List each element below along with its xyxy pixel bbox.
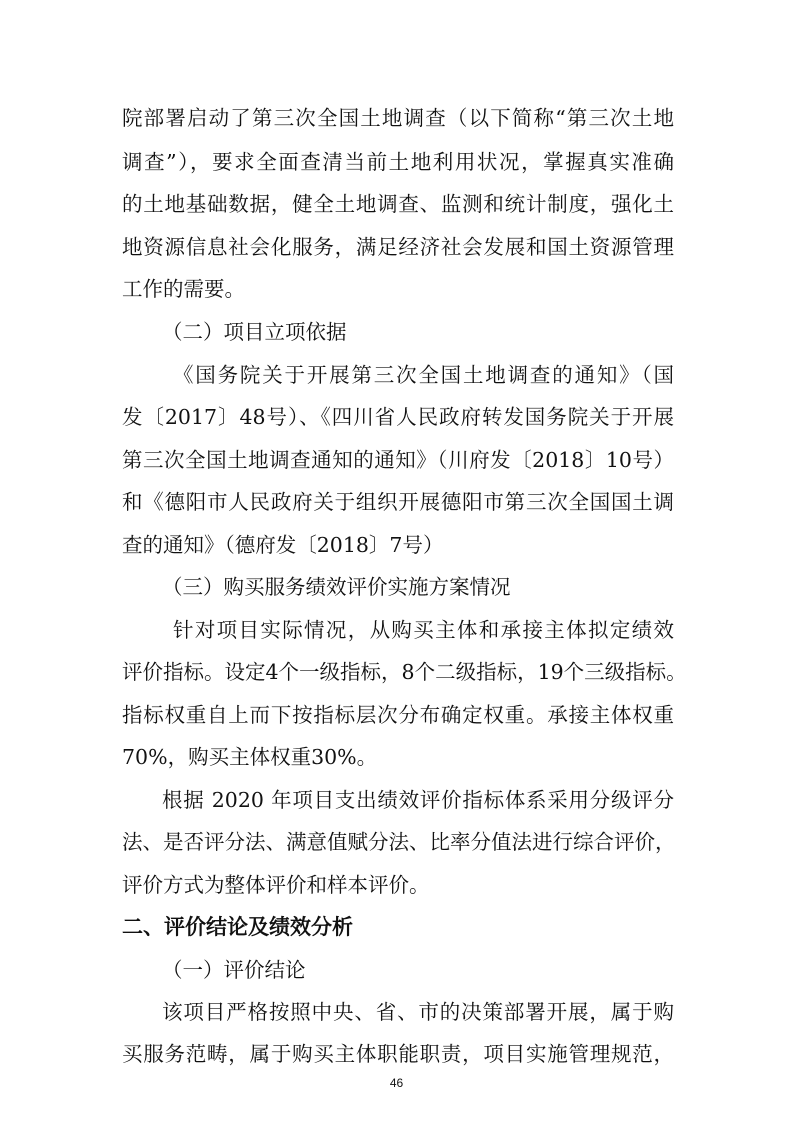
body-text-line: 工作的需要。 (122, 277, 245, 301)
body-text-line: 买服务范畴，属于购买主体职能职责，项目实施管理规范， (122, 1042, 674, 1066)
body-text-line: 发〔2017〕48号）、《四川省人民政府转发国务院关于开展 (122, 405, 674, 429)
body-text-line: 针对项目实际情况，从购买主体和承接主体拟定绩效 (173, 618, 674, 642)
body-text-line: 查的通知》（德府发〔2018〕7号） (122, 533, 444, 557)
body-text-line: 院部署启动了第三次全国土地调查（以下简称“第三次土地 (122, 106, 674, 130)
body-text-line: 评价指标。设定4个一级指标，8个二级指标，19个三级指标。 (122, 660, 687, 684)
body-text-line: 调查”），要求全面查清当前土地利用状况，掌握真实准确 (122, 150, 674, 174)
section-subheading: （三）购买服务绩效评价实施方案情况 (162, 575, 511, 599)
body-text-line: 地资源信息社会化服务，满足经济社会发展和国土资源管理 (122, 235, 674, 259)
section-subheading: （二）项目立项依据 (162, 320, 347, 344)
body-text-line: 70%，购买主体权重30%。 (122, 745, 378, 769)
body-text-line: 和《德阳市人民政府关于组织开展德阳市第三次全国国土调 (122, 490, 674, 514)
body-text-line: 第三次全国土地调查通知的通知》（川府发〔2018〕10号） (122, 448, 674, 472)
body-text-line: 评价方式为整体评价和样本评价。 (122, 873, 430, 897)
chapter-heading: 二、评价结论及绩效分析 (122, 915, 353, 939)
page-number: 46 (389, 1076, 404, 1090)
body-text-line: 法、是否评分法、满意值赋分法、比率分值法进行综合评价， (122, 830, 676, 854)
body-text-line: 指标权重自上而下按指标层次分布确定权重。承接主体权重 (122, 703, 674, 727)
body-text-line: 《国务院关于开展第三次全国土地调查的通知》（国 (173, 363, 674, 387)
section-subheading: （一）评价结论 (162, 958, 306, 982)
body-text-line: 的土地基础数据，健全土地调查、监测和统计制度，强化土 (122, 192, 674, 216)
body-text-line: 该项目严格按照中央、省、市的决策部署开展，属于购 (162, 1000, 674, 1024)
body-text-line: 根据 2020 年项目支出绩效评价指标体系采用分级评分 (162, 788, 674, 812)
